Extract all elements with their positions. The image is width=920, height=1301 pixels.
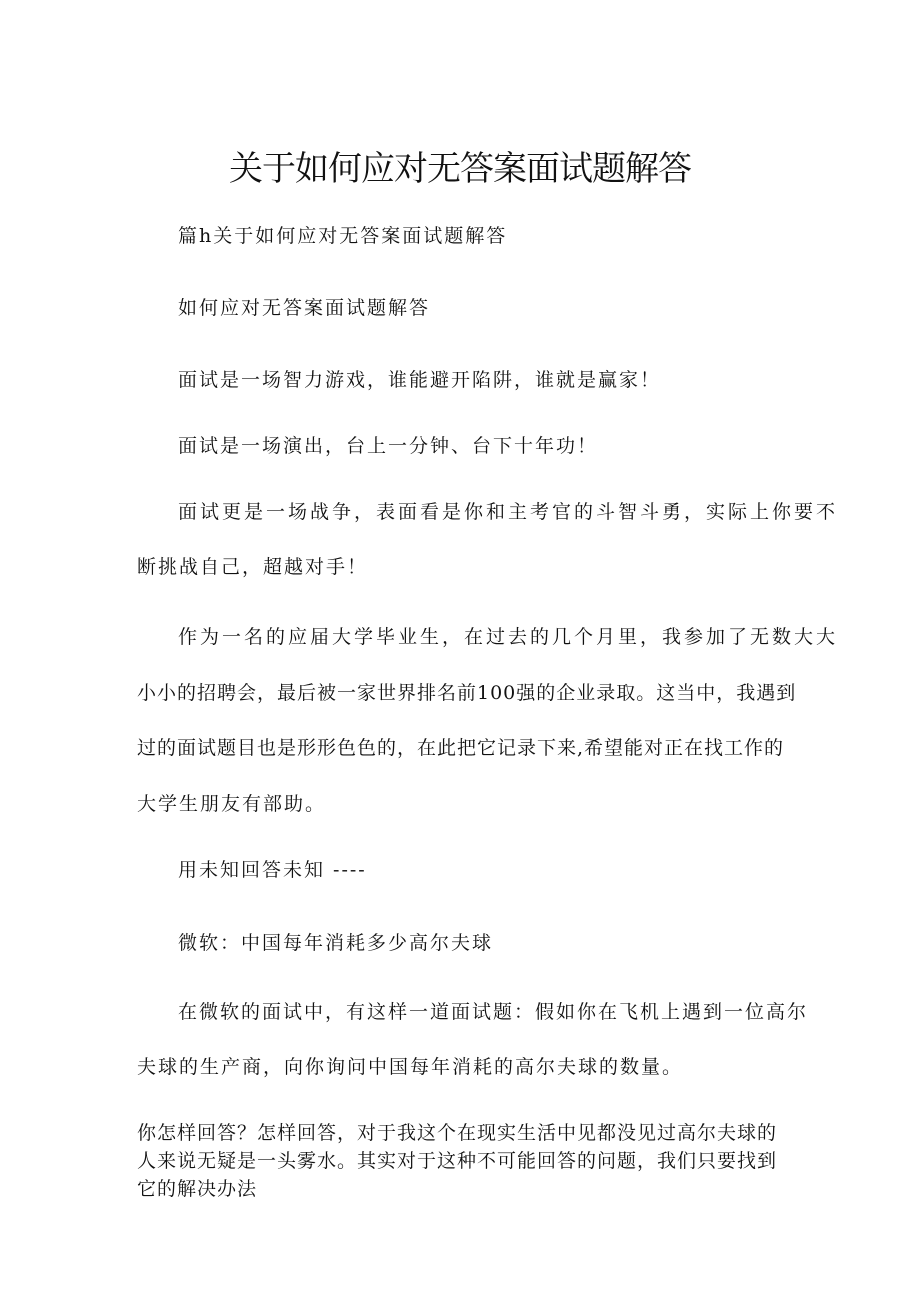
section-heading: 如何应对无答案面试题解答 bbox=[178, 297, 431, 319]
paragraph-line: 作为一名的应届大学毕业生，在过去的几个月里，我参加了无数大大 bbox=[178, 626, 839, 648]
paragraph: 你怎样回答？怎样回答，对于我这个在现实生活中见都没见过高尔夫球的人来说无疑是一头雾水。其实对于这种不可能回答的问题，我们只要找到它的解决办法 bbox=[137, 1122, 778, 1200]
question-heading: 微软：中国每年消耗多少高尔夫球 bbox=[178, 932, 494, 954]
paragraph-line: 面试是一场智力游戏，谁能避开陷阱，谁就是赢家！ bbox=[178, 369, 662, 391]
paragraph-line: 面试更是一场战争，表面看是你和主考官的斗智斗勇，实际上你要不 bbox=[178, 501, 839, 523]
paragraph-line: 大学生朋友有部助。 bbox=[137, 793, 327, 815]
paragraph-line: 夫球的生产商，向你询问中国每年消耗的高尔夫球的数量。 bbox=[137, 1056, 684, 1078]
paragraph-line: 面试是一场演出，台上一分钟、台下十年功！ bbox=[178, 435, 599, 457]
paragraph-line: 小小的招聘会，最后被一家世界排名前100强的企业录取。这当中，我遇到 bbox=[137, 682, 797, 704]
subsection-heading: 用未知回答未知 ---- bbox=[178, 859, 367, 881]
paragraph-line: 断挑战自己，超越对手！ bbox=[137, 556, 369, 578]
document-title: 关于如何应对无答案面试题解答 bbox=[229, 149, 691, 189]
chapter-heading: 篇h关于如何应对无答案面试题解答 bbox=[178, 225, 508, 247]
paragraph-line: 在微软的面试中，有这样一道面试题：假如你在飞机上遇到一位高尔 bbox=[178, 1001, 809, 1023]
paragraph-line: 过的面试题目也是形形色色的，在此把它记录下来,希望能对正在找工作的 bbox=[137, 737, 785, 759]
